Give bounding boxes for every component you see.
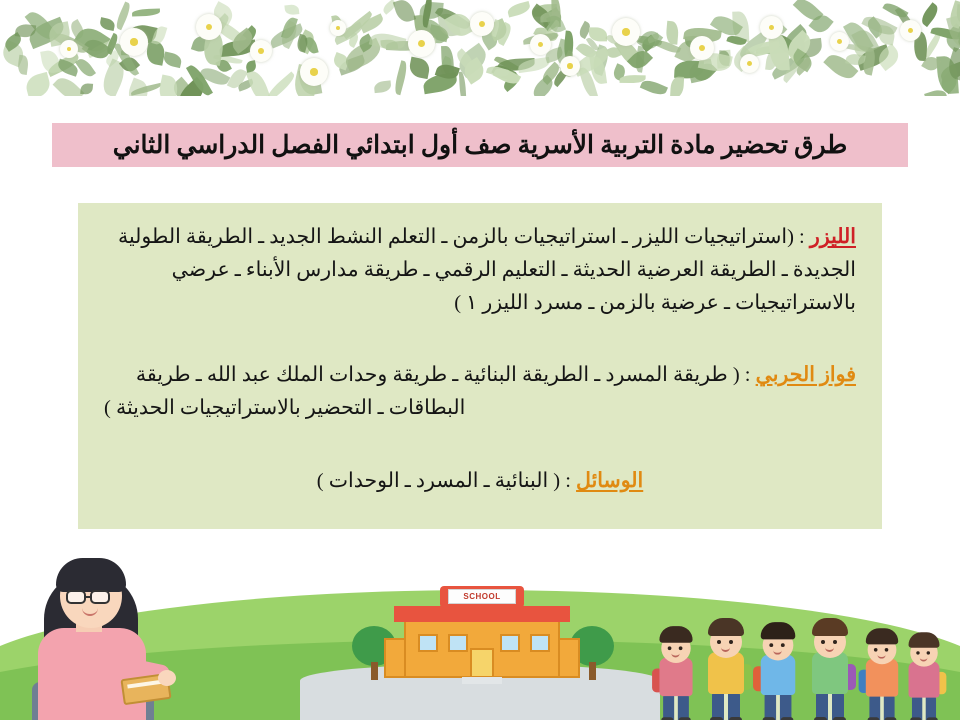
school-sign-label: SCHOOL	[463, 592, 501, 601]
section-keyword-1: الليزر	[809, 226, 856, 248]
leaf-icon	[163, 51, 183, 68]
glasses-icon	[66, 590, 86, 604]
flower-icon	[196, 14, 222, 40]
leaf-icon	[285, 4, 300, 16]
bottom-illustration	[0, 545, 960, 720]
flower-icon	[690, 36, 714, 60]
leaf-icon	[52, 73, 84, 96]
leaf-icon	[114, 1, 132, 30]
content-panel	[78, 203, 882, 529]
section-separator-1: :	[793, 226, 810, 248]
flower-icon	[250, 40, 272, 62]
student-figure	[751, 605, 805, 720]
leaf-icon	[17, 55, 29, 75]
teacher-illustration	[18, 545, 188, 720]
leaf-icon	[24, 72, 53, 96]
student-figure	[650, 610, 702, 720]
leaf-icon	[81, 83, 94, 95]
flower-icon	[530, 34, 551, 55]
flower-icon	[300, 58, 328, 86]
leaf-icon	[393, 61, 409, 95]
flower-icon	[470, 12, 494, 36]
leaf-icon	[670, 77, 684, 96]
section-keyword-3: الوسائل	[576, 470, 644, 493]
leaf-icon	[132, 9, 160, 17]
leaf-icon	[373, 80, 391, 93]
flower-icon	[330, 20, 346, 36]
section-separator-2: :	[739, 363, 756, 386]
section-body-2: ( طريقة المسرد ـ الطريقة البنائية ـ طريقة وحدات الملك عبد الله ـ طريقة البطاقات ـ التحضير بالاستراتيجيات الحديثة )	[104, 363, 740, 419]
section-body-3: ( البنائية ـ المسرد ـ الوحدات )	[316, 470, 561, 493]
flower-icon	[900, 20, 921, 41]
leaf-icon	[918, 2, 941, 27]
student-figure	[802, 600, 858, 720]
leaf-icon	[506, 1, 531, 17]
leaf-icon	[246, 68, 272, 96]
section-paragraph-2	[104, 359, 856, 425]
flower-icon	[560, 56, 580, 76]
flower-icon	[60, 40, 78, 58]
leaf-icon	[75, 56, 96, 80]
section-separator-3: :	[560, 470, 577, 493]
leaf-icon	[264, 71, 297, 96]
flower-icon	[408, 30, 435, 57]
flower-icon	[120, 28, 148, 56]
section-body-1: (استراتيجيات الليزر ـ استراتيجيات بالزمن ـ التعلم النشط الجديد ـ الطريقة الطولية الجديدة ـ الطريقة العرضية الحديثة ـ التعليم الرقمي ـ طريقة مدارس الأبناء ـ عرضي بالاستراتيجيات ـ عرضية بالزمن ـ مسرد الليزر ١ )	[118, 226, 856, 315]
section-paragraph-3	[104, 465, 856, 498]
section-keyword-2: فواز الحربي	[755, 363, 856, 386]
school-building-icon	[378, 590, 586, 678]
floral-border-top	[0, 0, 960, 96]
student-figure	[698, 600, 754, 720]
leaf-icon	[408, 57, 431, 80]
flower-icon	[740, 54, 759, 73]
leaf-icon	[640, 77, 668, 96]
leaf-icon	[99, 17, 116, 31]
page-title-bar	[52, 123, 908, 167]
flower-icon	[760, 16, 783, 39]
flower-icon	[830, 32, 849, 51]
student-figure	[900, 617, 948, 720]
school-sign	[448, 589, 516, 604]
leaf-icon	[392, 0, 415, 24]
flower-icon	[612, 18, 640, 46]
students-group-illustration	[646, 570, 946, 720]
section-paragraph-1	[104, 221, 856, 321]
page-title: طرق تحضير مادة التربية الأسرية صف أول ابتدائي الفصل الدراسي الثاني	[112, 132, 848, 159]
